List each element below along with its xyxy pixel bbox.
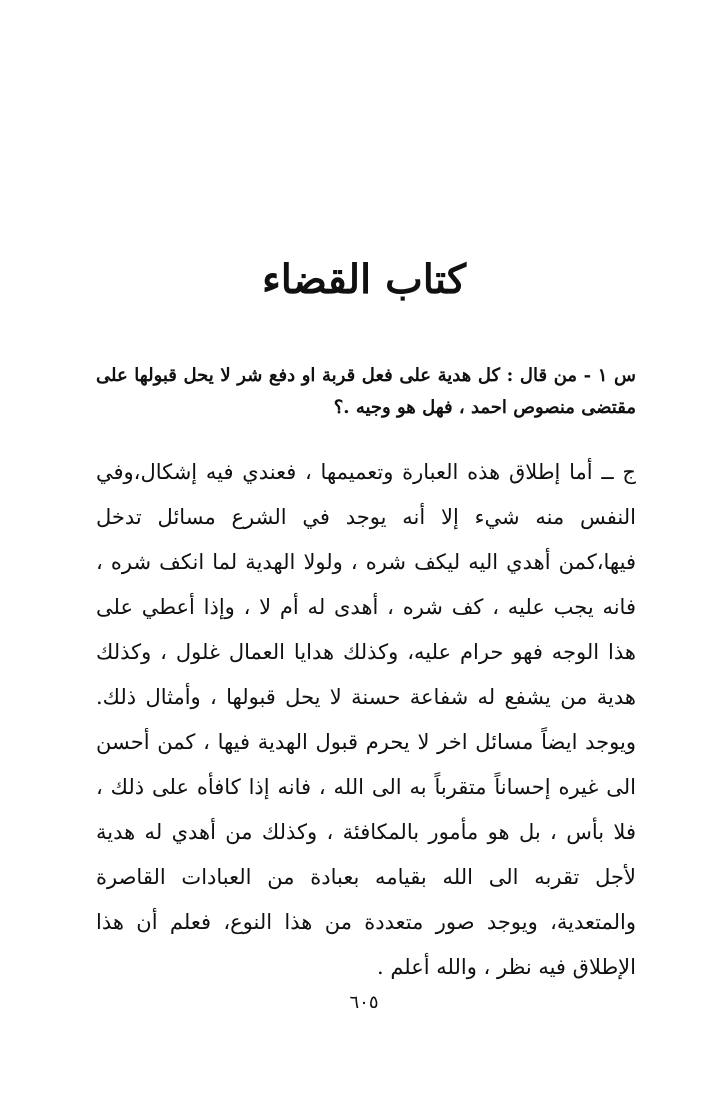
- question-paragraph: س ١ - من قال : كل هدية على فعل قربة او دفع شر لا يحل قبولها على مقتضى منصوص احمد ، فهل هو وجيه .؟: [96, 365, 636, 418]
- chapter-title: كتاب القضاء: [261, 256, 467, 303]
- answer-paragraph: ج ــ أما إطلاق هذه العبارة وتعميمها ، فعندي فيه إشكال،وفي النفس منه شيء إلا أنه يوجد في الشرع مسائل تدخل فيها،كمن أهدي اليه ليكف شره ، ولولا الهدية لما انكف شره ، فانه يجب عليه ، كف شره ، أهدى له أم لا ، وإذا أعطي على هذا الوجه فهو حرام عليه، وكذلك هدايا العمال غلول ، وكذلك هدية من يشفع له شفاعة حسنة لا يحل قبولها ، وأمثال ذلك. ويوجد ايضاً مسائل اخر لا يحرم قبول الهدية فيها ، كمن أحسن الى غيره إحساناً متقرباً به الى الله ، فانه إذا كافأه على ذلك ، فلا بأس ، بل هو مأمور بالمكافئة ، وكذلك من أهدي له هدية لأجل تقربه الى الله بقيامه بعبادة من العبادات القاصرة والمتعدية، ويوجد صور متعددة من هذا النوع، فعلم أن هذا الإطلاق فيه نظر ، والله أعلم .: [96, 460, 636, 979]
- page-number: ٦٠٥: [349, 992, 379, 1013]
